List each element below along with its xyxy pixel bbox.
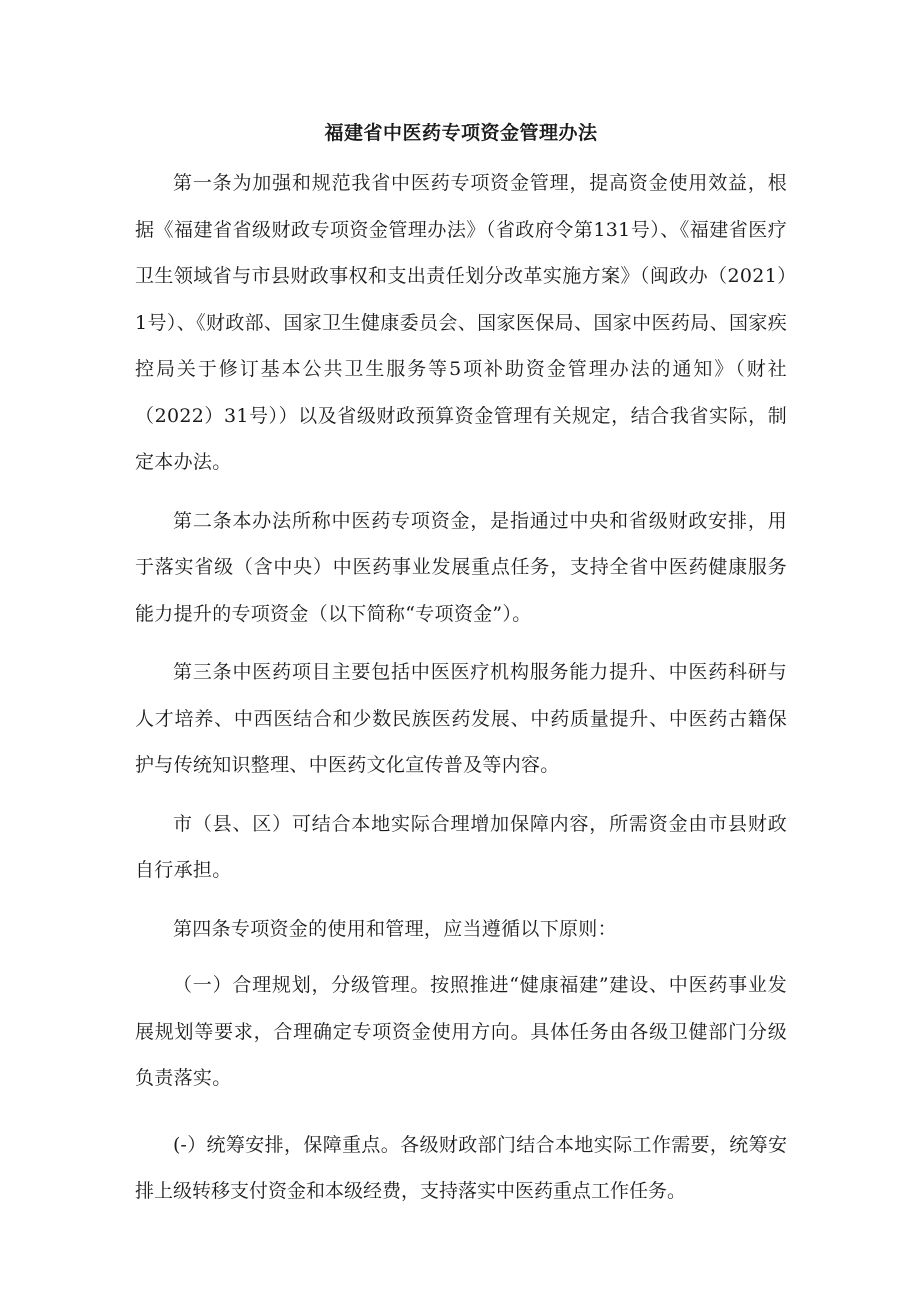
local-supplement-paragraph: 市（县、区）可结合本地实际合理增加保障内容，所需资金由市县财政自行承担。: [135, 812, 787, 881]
article-2-paragraph: 第二条本办法所称中医药专项资金，是指通过中央和省级财政安排，用于落实省级（含中央）中医药事业发展重点任务，支持全省中医药健康服务能力提升的专项资金（以下简称“专项资金”）。: [135, 509, 787, 625]
document-title: 福建省中医药专项资金管理办法: [324, 122, 598, 144]
principle-2-paragraph: (-）统筹安排，保障重点。各级财政部门结合本地实际工作需要，统筹安排上级转移支付资金和本级经费，支持落实中医药重点工作任务。: [135, 1133, 787, 1202]
article-1-paragraph: 第一条为加强和规范我省中医药专项资金管理，提高资金使用效益，根据《福建省省级财政专项资金管理办法》（省政府令第131号）、《福建省医疗卫生领域省与市县财政事权和支出责任划分改革实施方案》（闽政办（2021）1号）、《财政部、国家卫生健康委员会、国家医保局、国家中医药局、国家疾控局关于修订基本公共卫生服务等5项补助资金管理办法的通知》（财社（2022）31号））以及省级财政预算资金管理有关规定，结合我省实际，制定本办法。: [135, 172, 787, 473]
article-4-paragraph: 第四条专项资金的使用和管理，应当遵循以下原则：: [173, 917, 617, 940]
principle-1-paragraph: （一）合理规划，分级管理。按照推进“健康福建”建设、中医药事业发展规划等要求，合理确定专项资金使用方向。具体任务由各级卫健部门分级负责落实。: [135, 974, 787, 1089]
document-page: [135, 118, 787, 1227]
article-3-paragraph: 第三条中医药项目主要包括中医医疗机构服务能力提升、中医药科研与人才培养、中西医结合和少数民族医药发展、中药质量提升、中医药古籍保护与传统知识整理、中医药文化宣传普及等内容。: [135, 661, 787, 776]
